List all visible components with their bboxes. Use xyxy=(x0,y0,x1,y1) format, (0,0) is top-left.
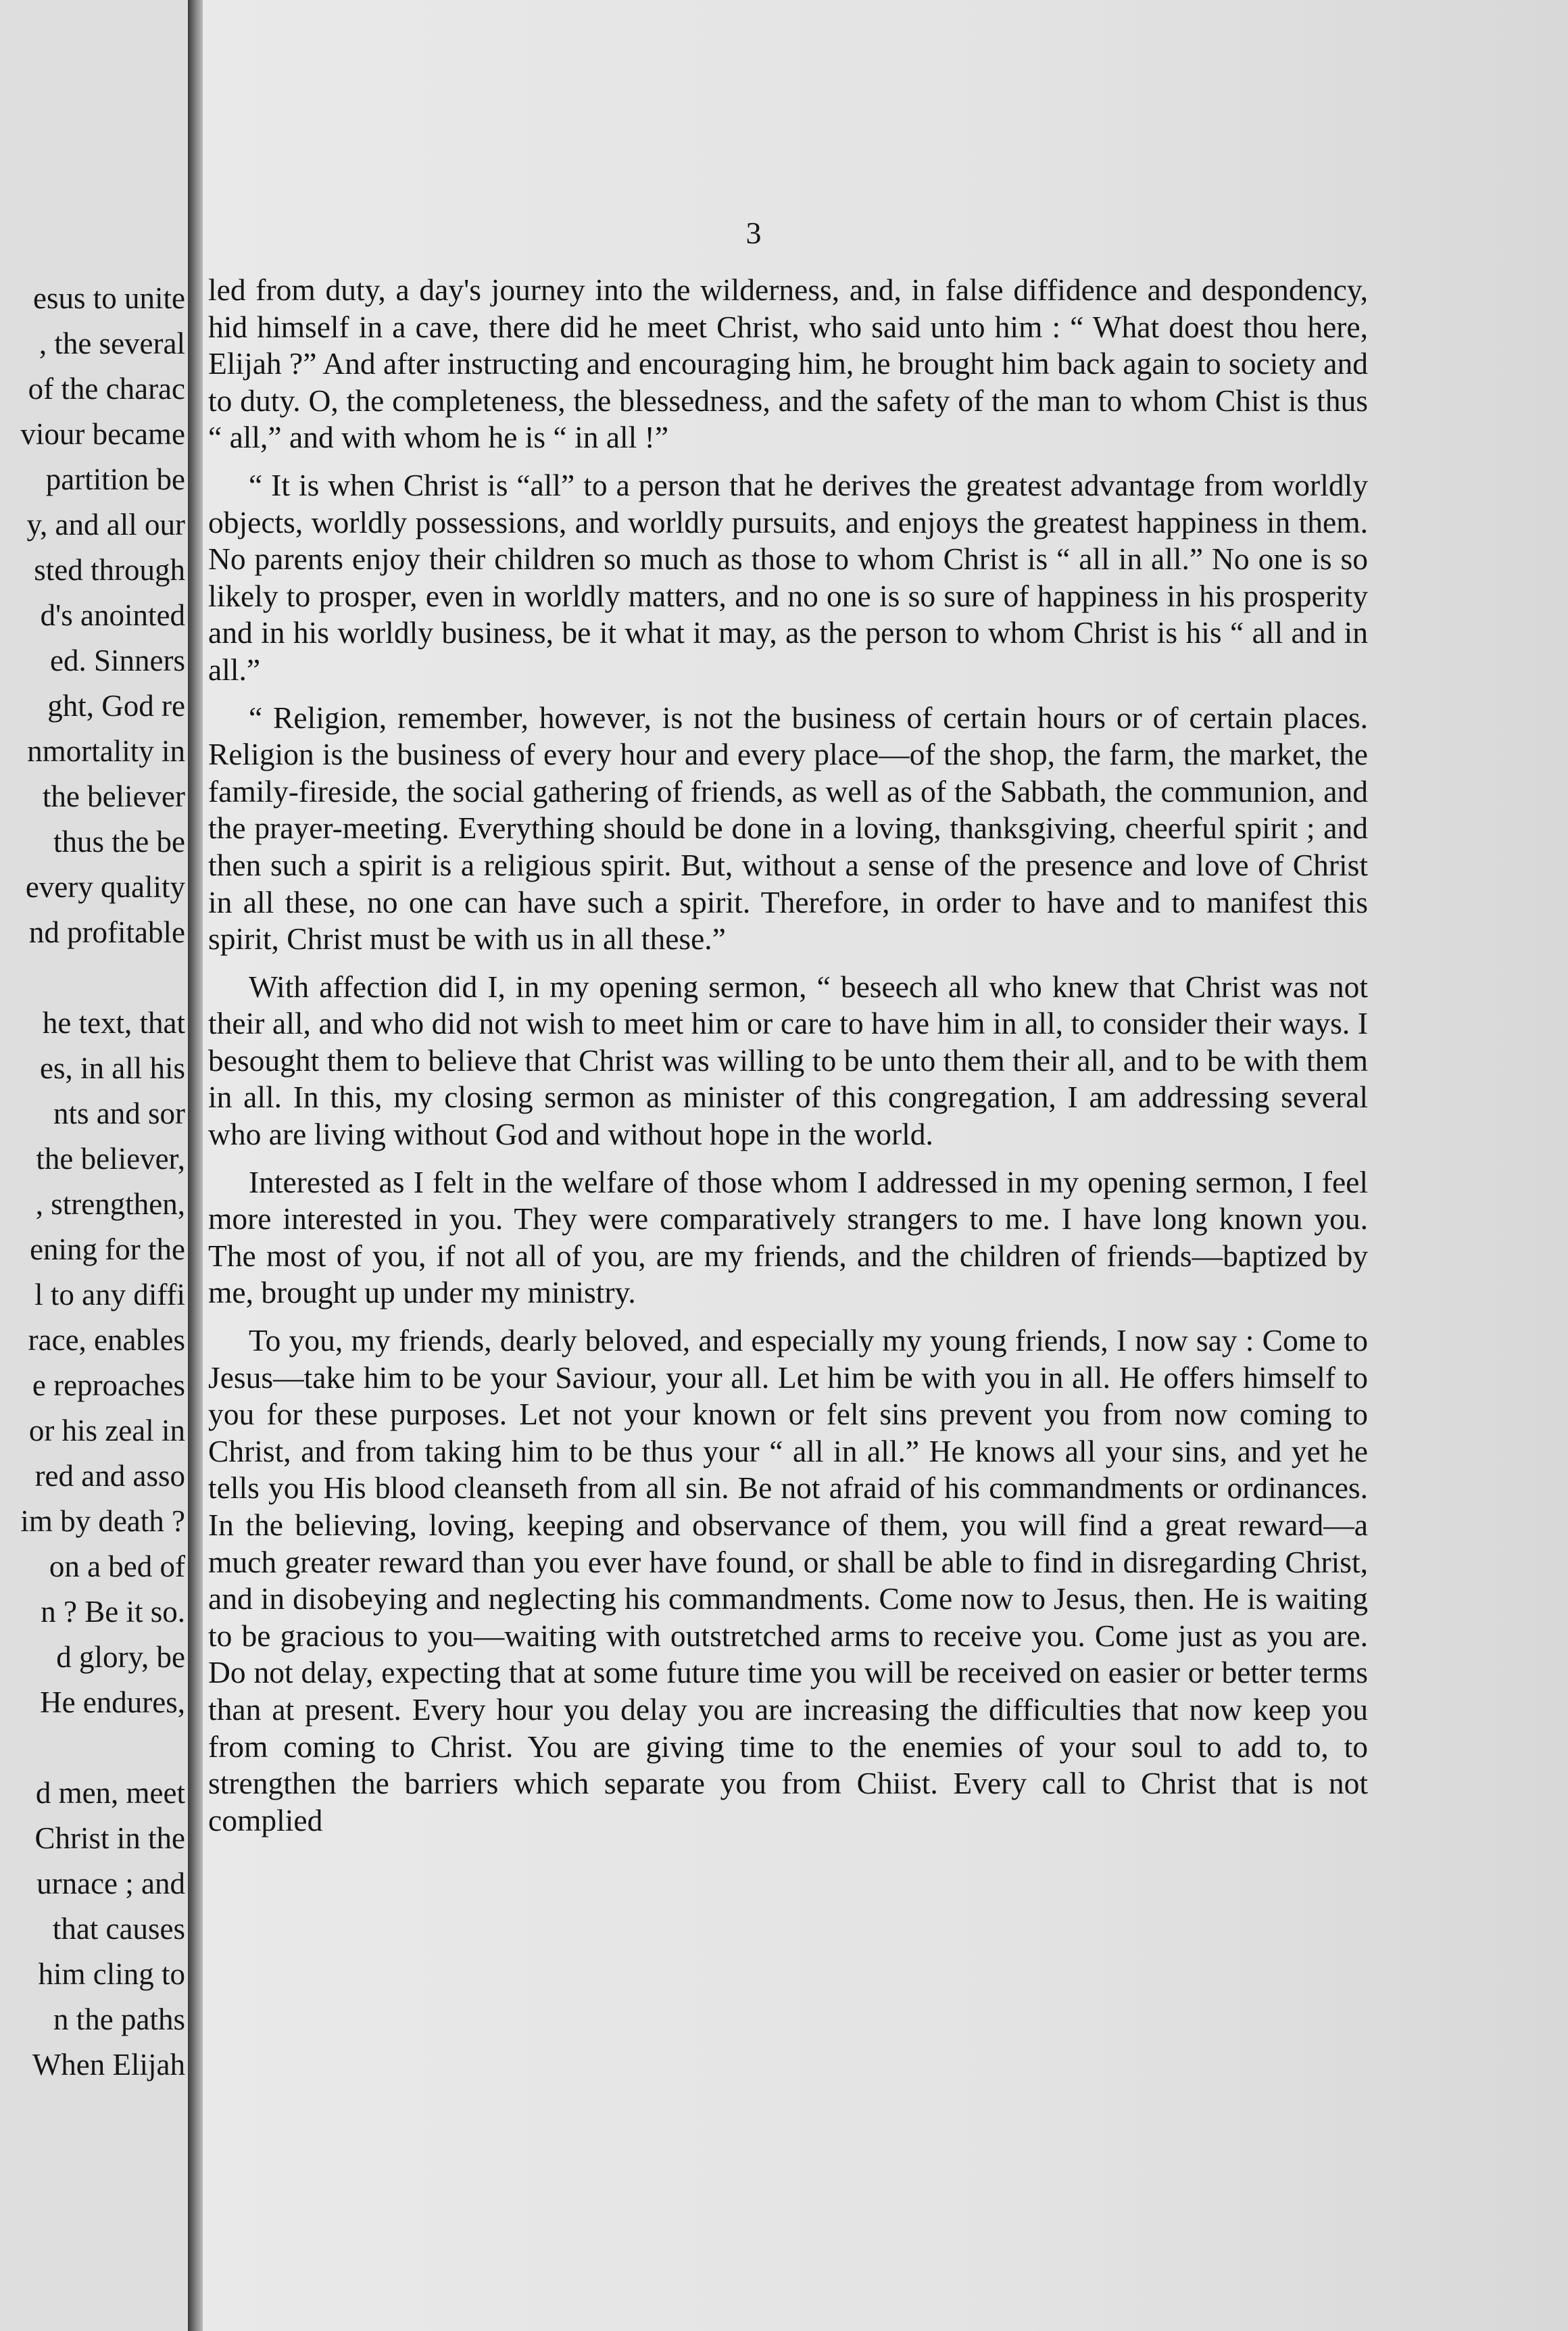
left-line-gap xyxy=(0,955,185,1001)
left-line: red and asso xyxy=(34,1459,185,1493)
left-line: on a bed of xyxy=(49,1549,185,1583)
left-line: Christ in the xyxy=(34,1821,185,1855)
left-line: race, enables xyxy=(28,1323,185,1357)
left-line: d's anointed xyxy=(40,598,185,632)
left-line: partition be xyxy=(45,462,185,496)
left-line: every quality xyxy=(25,870,185,904)
body-text xyxy=(208,272,1368,1850)
left-line: n ? Be it so. xyxy=(41,1595,185,1629)
left-line: sted through xyxy=(34,553,185,587)
left-line: ght, God re xyxy=(47,689,185,723)
left-line: that causes xyxy=(52,1912,185,1946)
right-page xyxy=(203,0,1568,2331)
left-line: the believer xyxy=(42,779,185,813)
book-gutter xyxy=(188,0,203,2331)
left-line: es, in all his xyxy=(40,1051,185,1085)
left-line: He endures, xyxy=(40,1685,185,1719)
paragraph-appeal: To you, my friends, dearly beloved, and especially my young friends, I now say : Come to Jesus—take him to be your Saviour, your all. Let him be with you in all. He offers himself to you for these purposes. Let not your known or felt sins prevent you from now coming to Christ, and from taking him to be thus your “ all in all.” He knows all your sins, and yet he tells you His blood cleanseth from all sin. Be not afraid of his commandments or ordinances. In the believing, loving, keeping and observance of them, you will find a great reward—a much greater reward than you ever have found, or shall be able to find in disregarding Christ, and in disobeying and neglecting his commandments. Come now to Jesus, then. He is waiting to be gracious to you—waiting with outstretched arms to receive you. Come just as you are. Do not delay, expecting that at some future time you will be received on easier or better terms than at present. Every hour you delay you are increasing the difficulties that now keep you from coming to Christ. You are giving time to the enemies of your soul to add to, to strengthen the barriers which separate you from Chiist. Every call to Christ that is not complied xyxy=(208,1323,1368,1837)
left-line: he text, that xyxy=(42,1006,185,1040)
left-line: of the charac xyxy=(28,372,185,406)
left-line: y, and all our xyxy=(26,508,185,542)
left-line: viour became xyxy=(20,417,185,451)
left-line: When Elijah xyxy=(32,2048,185,2082)
left-line: n the paths xyxy=(53,2002,185,2036)
left-line-gap xyxy=(0,1725,185,1771)
left-page-text xyxy=(0,276,185,2088)
left-line: nts and sor xyxy=(53,1097,185,1130)
left-page-fragment xyxy=(0,0,188,2331)
left-line: , the several xyxy=(39,327,185,360)
left-line: ening for the xyxy=(30,1232,185,1266)
left-line: or his zeal in xyxy=(28,1414,185,1447)
left-line: nd profitable xyxy=(28,915,185,949)
left-line: ed. Sinners xyxy=(50,644,185,677)
paragraph-quote-worldly: “ It is when Christ is “all” to a person that he derives the greatest advantage from worldly objects, worldly possessions, and worldly pursuits, and enjoys the greatest happiness in them. No parents enjoy their children so much as those to whom Christ is “ all in all.” No one is so likely to prosper, even in worldly matters, and no one is so sure of happiness in his prosperity and in his worldly business, be it what it may, as the person to whom Christ is his “ all and in all.” xyxy=(208,467,1368,687)
left-line: d men, meet xyxy=(35,1776,185,1810)
left-line: d glory, be xyxy=(56,1640,185,1674)
left-line: e reproaches xyxy=(32,1368,185,1402)
left-line: him cling to xyxy=(38,1957,185,1991)
page-number: 3 xyxy=(745,216,762,250)
left-line: esus to unite xyxy=(33,281,185,315)
paragraph-interested: Interested as I felt in the welfare of those whom I addressed in my opening sermon, I feel more interested in you. They were comparatively strangers to me. I have long known you. The most of you, if not all of you, are my friends, and the children of friends—baptized by me, brought up under my ministry. xyxy=(208,1164,1368,1310)
left-line: nmortality in xyxy=(27,734,185,768)
left-line: thus the be xyxy=(53,825,185,859)
left-line: , strengthen, xyxy=(35,1187,185,1221)
left-line: im by death ? xyxy=(20,1504,185,1538)
paragraph-opening-sermon: With affection did I, in my opening sermon, “ beseech all who knew that Christ was not their all, and who did not wish to meet him or care to have him in all, to consider their ways. I besought them to believe that Christ was willing to be unto them their all, and to be with them in all. In this, my closing sermon as minister of this congregation, I am addressing several who are living without God and without hope in the world. xyxy=(208,969,1368,1152)
paragraph-continuation: led from duty, a day's journey into the wilderness, and, in false diffidence and despondency, hid himself in a cave, there did he meet Christ, who said unto him : “ What doest thou here, Elijah ?” And after instructing and encouraging him, he brought him back again to society and to duty. O, the completeness, the blessedness, and the safety of the man to whom Chist is thus “ all,” and with whom he is “ in all !” xyxy=(208,272,1368,455)
left-line: urnace ; and xyxy=(36,1867,185,1900)
left-line: l to any diffi xyxy=(34,1278,185,1312)
paragraph-quote-religion: “ Religion, remember, however, is not the business of certain hours or of certain places. Religion is the business of every hour and every place—of the shop, the farm, the market, the family-fireside, the social gathering of friends, as well as of the Sabbath, the communion, and the prayer-meeting. Everything should be done in a loving, thanksgiving, cheerful spirit ; and then such a spirit is a religious spirit. But, without a sense of the presence and love of Christ in all these, no one can have such a spirit. Therefore, in order to have and to manifest this spirit, Christ must be with us in all these.” xyxy=(208,700,1368,957)
left-line: the believer, xyxy=(36,1142,185,1176)
